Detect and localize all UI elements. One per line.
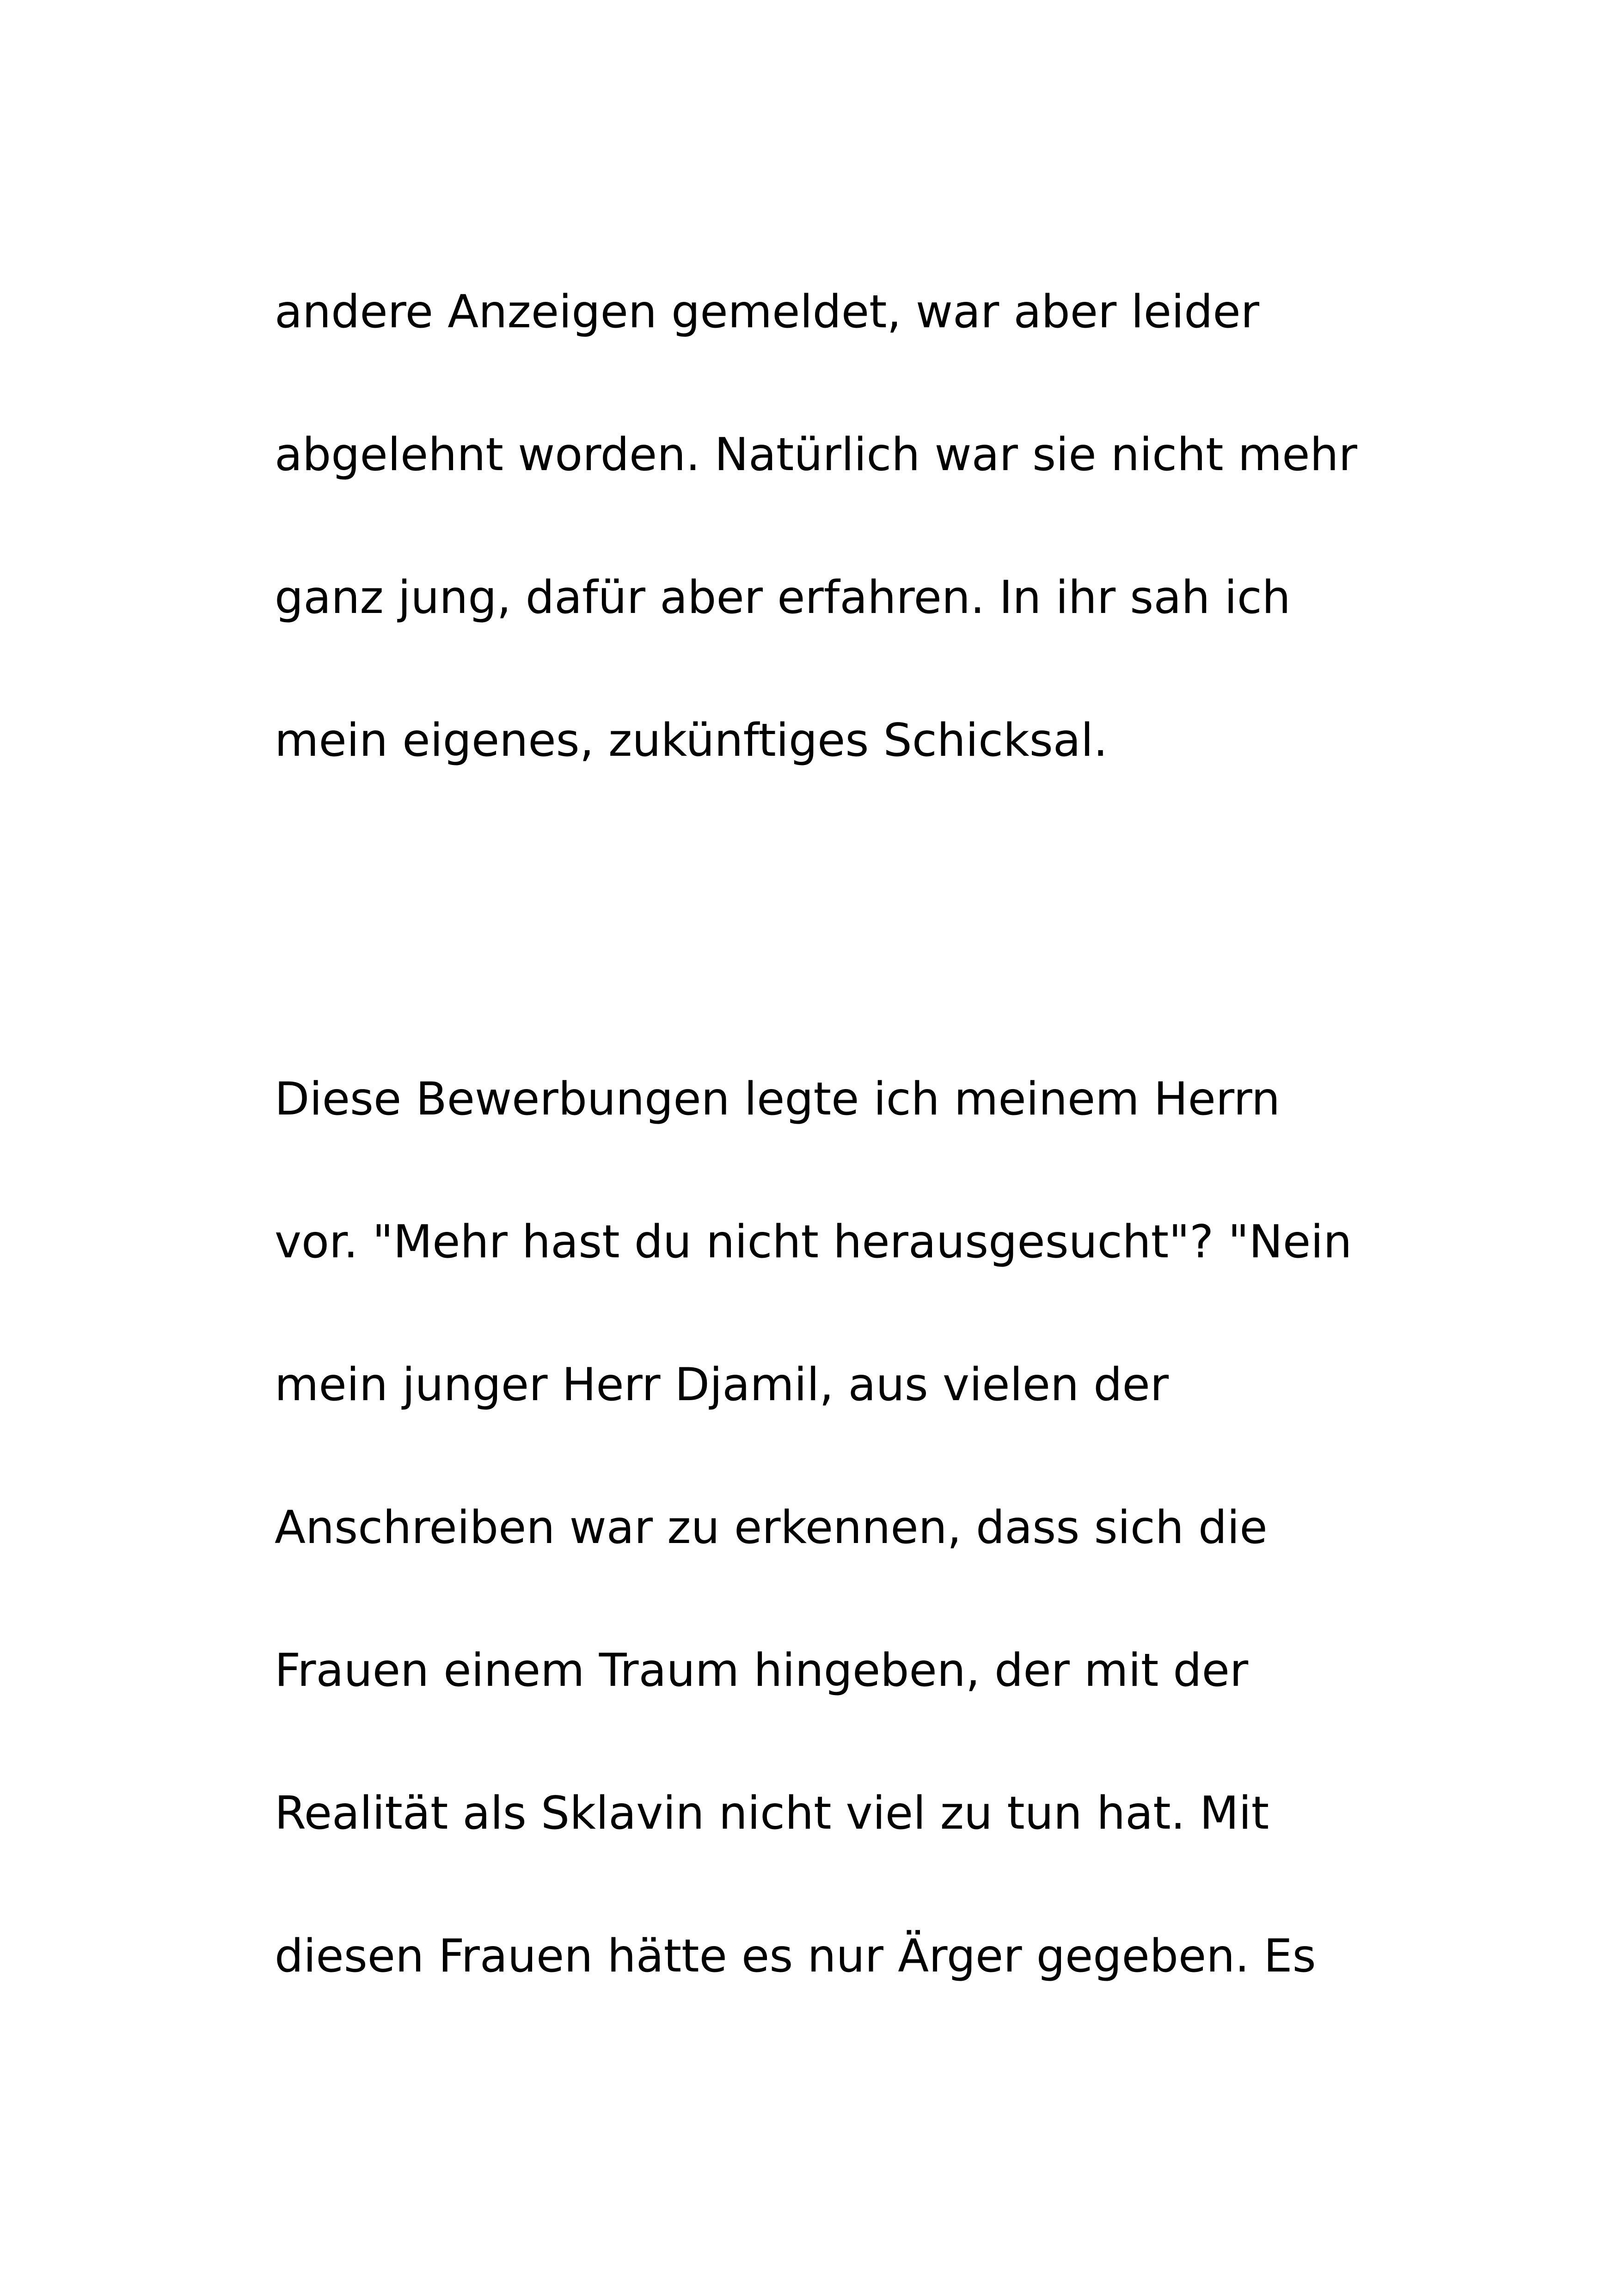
text-line: diesen Frauen hätte es nur Ärger gegeben. Es [275, 1930, 1316, 1983]
text-line: Diese Bewerbungen legte ich meinem Herrn [275, 1073, 1281, 1126]
text-line: ganz jung, dafür aber erfahren. In ihr sah ich [275, 571, 1291, 624]
text-line: andere Anzeigen gemeldet, war aber leider [275, 286, 1260, 338]
text-line: Realität als Sklavin nicht viel zu tun hat. Mit [275, 1787, 1269, 1840]
text-line: vor. "Mehr hast du nicht herausgesucht"? "Nein [275, 1216, 1352, 1268]
text-line: Frauen einem Traum hingeben, der mit der [275, 1644, 1249, 1697]
text-line: mein eigenes, zukünftiges Schicksal. [275, 714, 1108, 767]
text-line: Anschreiben war zu erkennen, dass sich die [275, 1501, 1268, 1554]
text-line: mein junger Herr Djamil, aus vielen der [275, 1359, 1169, 1411]
text-line: abgelehnt worden. Natürlich war sie nicht mehr [275, 429, 1357, 481]
